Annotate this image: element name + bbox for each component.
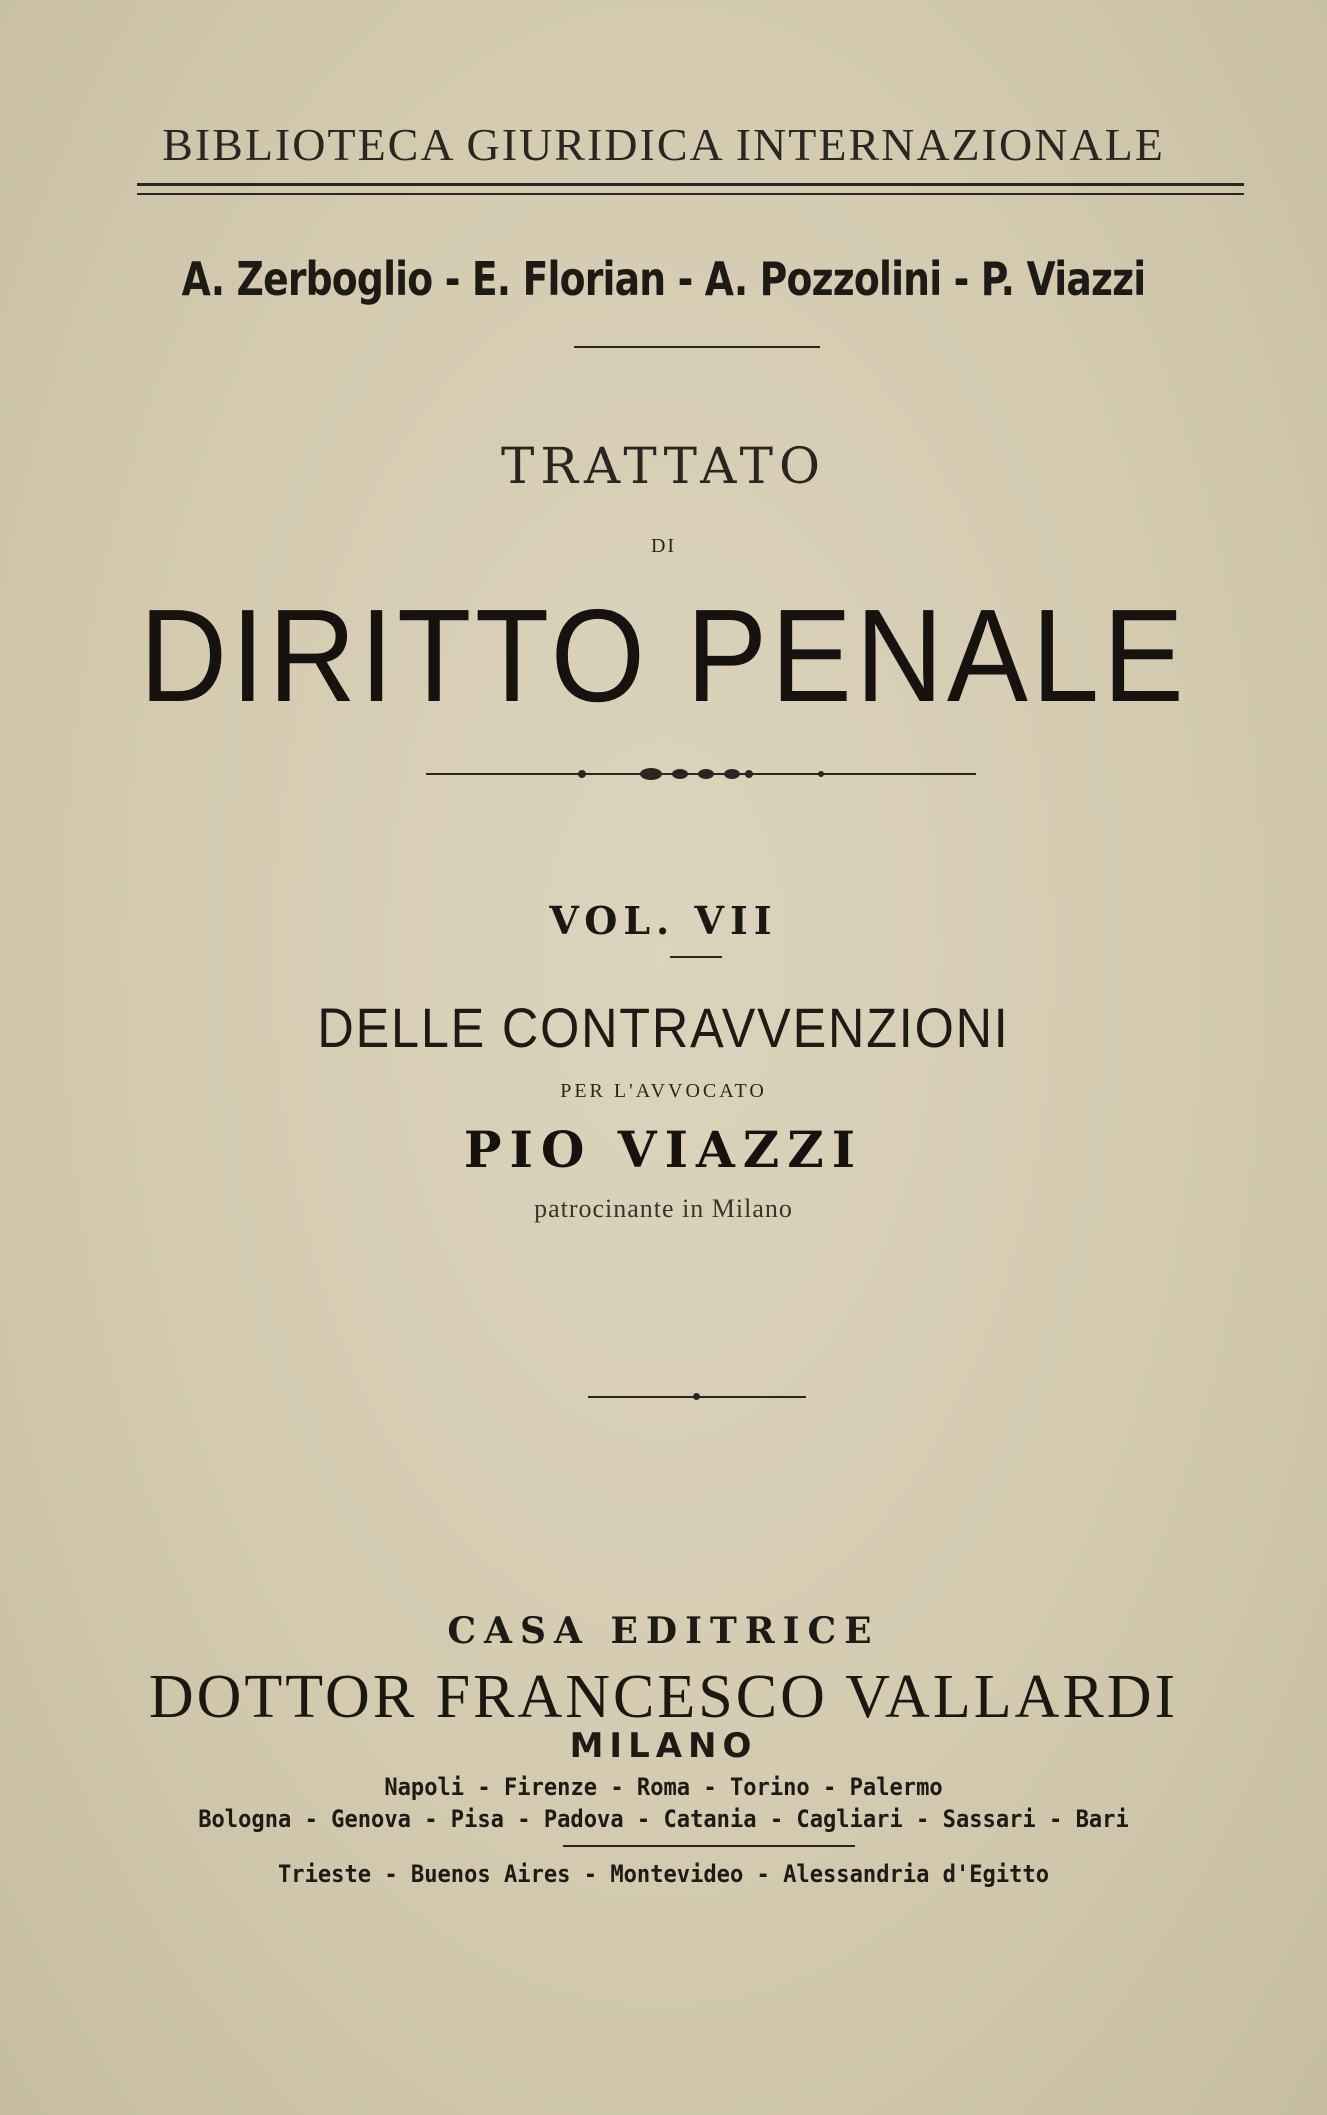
header-rule-top — [137, 183, 1244, 186]
casa-editrice: CASA EDITRICE — [447, 1610, 880, 1652]
authors-line: A. Zerboglio - E. Florian - A. Pozzolini - P. Viazzi — [181, 252, 1146, 306]
branches-line-3: Trieste - Buenos Aires - Montevideo - Alessandria d'Egitto — [277, 1860, 1050, 1888]
publisher-name: DOTTOR FRANCESCO VALLARDI — [148, 1663, 1179, 1731]
ornament-dot — [745, 770, 753, 778]
ornament-dot — [818, 771, 824, 777]
ornament-dot — [698, 769, 714, 779]
ornament-dot — [672, 769, 688, 779]
publisher-city: MILANO — [569, 1726, 758, 1766]
title-connector: DI — [650, 535, 677, 557]
ornament-dot — [724, 769, 740, 779]
branches-line-2: Bologna - Genova - Pisa - Padova - Catania - Cagliari - Sassari - Bari — [198, 1805, 1129, 1833]
volume-author: PIO VIAZZI — [463, 1120, 864, 1179]
authors-underline — [574, 346, 820, 348]
title-pre: TRATTATO — [501, 437, 826, 495]
author-role: patrocinante in Milano — [534, 1194, 793, 1223]
branches-rule — [563, 1845, 855, 1847]
header-rule-bottom — [137, 193, 1244, 195]
branches-line-1: Napoli - Firenze - Roma - Torino - Palermo — [384, 1773, 943, 1801]
ornament-dot — [578, 770, 586, 778]
volume-subtitle: DELLE CONTRAVVENZIONI — [317, 996, 1010, 1059]
series-title: BIBLIOTECA GIURIDICA INTERNAZIONALE — [162, 119, 1165, 170]
by-line: PER L'AVVOCATO — [560, 1080, 767, 1102]
volume-underline — [670, 956, 722, 958]
separator-dot — [693, 1393, 700, 1400]
main-title: DIRITTO PENALE — [139, 582, 1188, 729]
volume-number: VOL. VII — [549, 898, 778, 943]
ornament-dot — [640, 768, 662, 780]
